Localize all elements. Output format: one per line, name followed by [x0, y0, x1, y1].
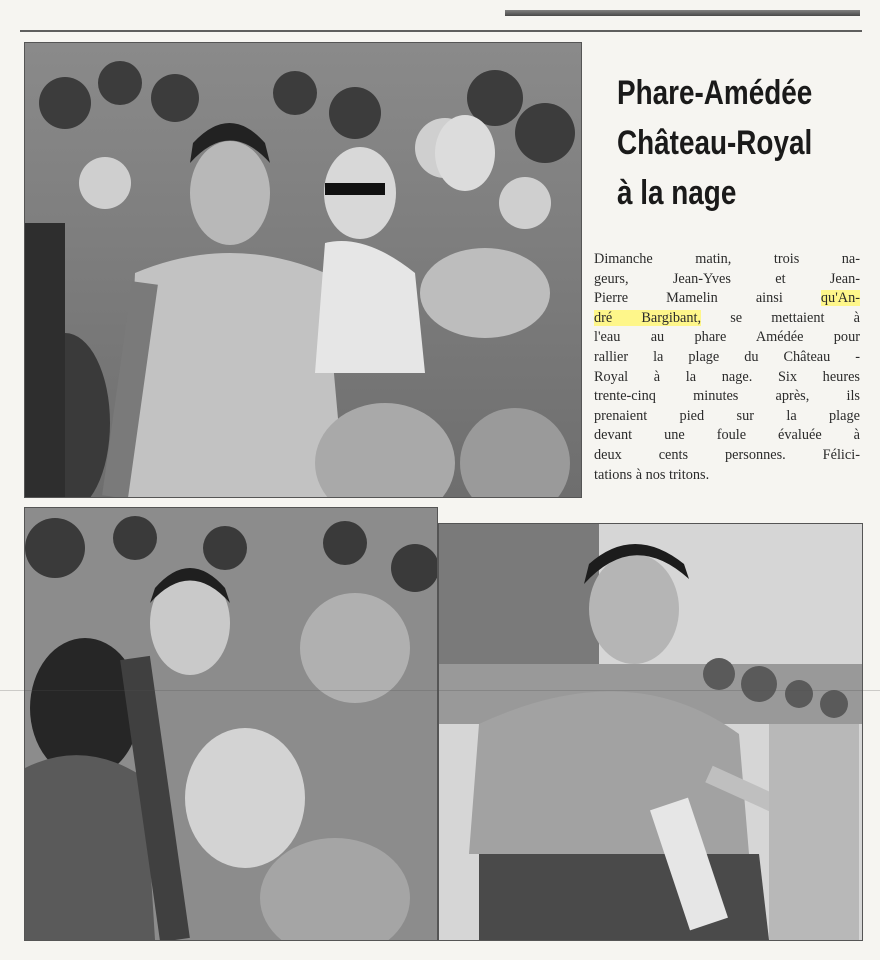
article-line: trente-cinq minutes après, ils	[594, 388, 860, 405]
article-body	[594, 250, 860, 485]
photo-swimmer-crowd	[24, 42, 582, 498]
article-line: Dimanche matin, trois na-	[594, 251, 860, 267]
header-rule	[20, 30, 862, 32]
paper-fold-line	[0, 690, 880, 691]
article-line: tations à nos tritons.	[594, 466, 710, 483]
headline	[617, 68, 814, 218]
headline-line-1: Phare-Amédée	[617, 74, 813, 112]
article-line	[594, 289, 860, 309]
article-line: devant une foule évaluée à	[594, 427, 860, 444]
headline-line-2: Château-Royal	[617, 124, 813, 162]
article-line: l'eau au phare Amédée pour	[594, 329, 860, 346]
article-line: Royal à la nage. Six heures	[594, 368, 860, 385]
article-line-part: se mettaient à	[701, 309, 860, 326]
article-line: geurs, Jean-Yves et Jean-	[594, 270, 860, 287]
photo-crowd	[24, 507, 438, 941]
photo-swimmer-beach	[438, 523, 863, 941]
article-line: rallier la plage du Château -	[594, 348, 860, 365]
article-line-part: Pierre Mamelin ainsi	[594, 290, 821, 307]
top-border-rule	[505, 10, 860, 16]
article-line: deux cents personnes. Félici-	[594, 446, 860, 463]
headline-line-3: à la nage	[617, 174, 737, 212]
article-line: prenaient pied sur la plage	[594, 407, 860, 424]
highlighted-text: dré Bargibant,	[594, 309, 702, 326]
article-line	[594, 309, 860, 329]
highlighted-text: qu'An-	[820, 290, 860, 307]
